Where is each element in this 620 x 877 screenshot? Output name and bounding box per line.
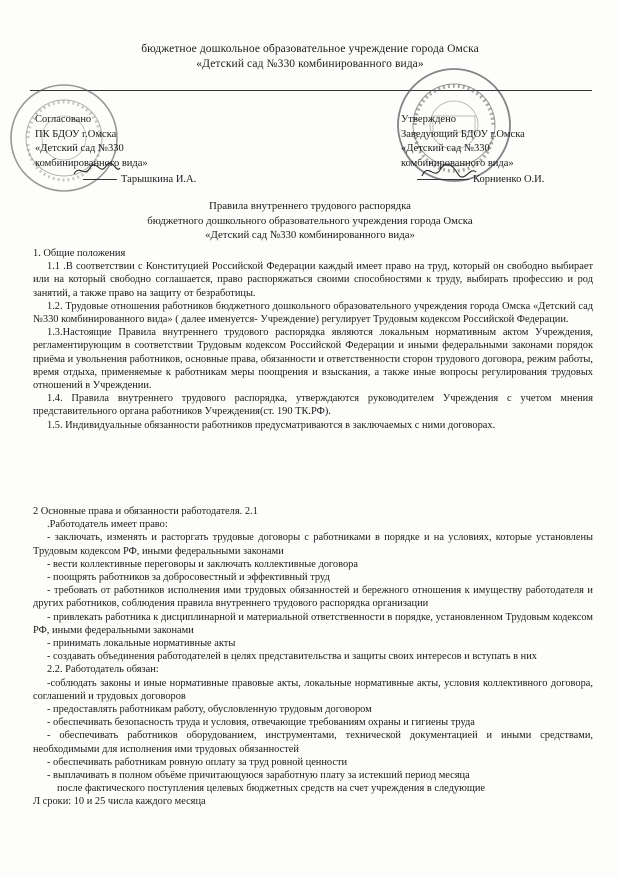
paragraph-1-5: 1.5. Индивидуальные обязанности работников предусматриваются в заключаемых с ними договорах. <box>47 419 496 431</box>
employer-right-7: - создавать объединения работодателей в целях представительства и защиты своих интересов и вступать в них <box>47 651 537 663</box>
doc-title-line1: Правила внутреннего трудового распорядка <box>209 200 411 212</box>
section-2-heading: 2 Основные права и обязанности работодателя. 2.1 <box>33 506 258 517</box>
employer-right-5: - привлекать работника к дисциплинарной и материальной ответственности в порядке, установленном Трудовым кодексом РФ, иными федеральными законами <box>33 611 593 636</box>
right-sign-approved-label: Утверждено <box>401 114 456 125</box>
employer-duties-heading: 2.2. Работодатель обязан: <box>47 664 159 676</box>
left-sign-person: Тарышкина И.А. <box>121 174 197 185</box>
section-2 <box>33 505 593 809</box>
right-sign-org2: комбинированного вида» <box>401 157 514 169</box>
right-sign-position: Заведующий БДОУ г.Омска <box>401 128 525 140</box>
right-handwritten-signature-icon <box>418 160 478 182</box>
employer-right-1: - заключать, изменять и расторгать трудовые договоры с работниками в порядке и на условиях, которые установлены Трудовым кодексом РФ, иными федеральными законами <box>33 532 593 557</box>
employer-right-6: - принимать локальные нормативные акты <box>47 638 236 650</box>
right-sign-person: Корниенко О.И. <box>473 174 545 185</box>
employer-duty-6-cont: после фактического поступления целевых бюджетных средств на счет учреждения в следующие <box>57 783 486 795</box>
paragraph-1-2: 1.2. Трудовые отношения работников бюджетного дошкольного образовательного учреждения города Омска «Детский сад №330 комбинированного вида» ( далее именуется- Учреждение) регулирует Трудовым кодексом Российской Федерации. <box>33 300 593 326</box>
employer-right-3: - поощрять работников за добросовестный и эффективный труд <box>47 572 330 584</box>
employer-duty-2: - предоставлять работникам работу, обусловленную трудовым договором <box>47 704 372 716</box>
employer-right-4: - требовать от работников исполнения ими трудовых обязанностей и бережного отношения к имуществу работодателя и других работников, соблюдения правила внутреннего трудового распорядка организации <box>33 585 593 610</box>
employer-duty-5: - обеспечивать работникам ровную оплату за труд ровной ценности <box>47 756 348 768</box>
left-sign-org3: комбинированного вида» <box>35 157 148 169</box>
section-1 <box>33 247 593 432</box>
org-name-line1: бюджетное дошкольное образовательное учреждение города Омска <box>141 43 479 55</box>
left-sign-org2: «Детский сад №330 <box>35 143 124 154</box>
paragraph-1-3: 1.3.Настоящие Правила внутреннего трудового распорядка являются локальным нормативным актом Учреждения, регламентирующим в соответствии Трудовым кодексом Российской Федерации и иными федеральными законами порядок приёма и увольнения работников, основные права, обязанности и ответственности сторон трудового договора, режим работы, время отдыха, применяемые к работникам меры поощрения и взыскания, а также иные вопросы регулирования трудовых отношений в Учреждении. <box>33 327 593 392</box>
employer-duty-6-terms: Л сроки: 10 и 25 числа каждого месяца <box>33 796 206 808</box>
org-name-line2: «Детский сад №330 комбинированного вида» <box>196 58 424 70</box>
employer-duty-6: - выплачивать в полном объёме причитающуюся заработную плату за истекший период месяца <box>47 770 470 782</box>
right-sign-org: «Детский сад №330 <box>401 143 490 154</box>
left-handwritten-signature-icon <box>72 160 122 180</box>
paragraph-1-4: 1.4. Правила внутреннего трудового распорядка, утверждаются руководителем Учреждения с учетом мнения представительного органа работников Учреждения(ст. 190 ТК.РФ). <box>33 393 593 418</box>
paragraph-1-1: 1.1 .В соответствии с Конституцией Российской Федерации каждый имеет право на труд, который он свободно выбирает или на который свободно соглашается, право распоряжаться своими способностями к труду, выбирать профессию и род занятий, а также право на защиту от безработицы. <box>33 261 593 299</box>
employer-right-2: - вести коллективные переговоры и заключать коллективные договора <box>47 558 358 570</box>
employer-rights-heading: .Работодатель имеет право: <box>47 519 168 531</box>
employer-duty-4: - обеспечивать работников оборудованием, инструментами, технической документацией и иными средствами, необходимыми для исполнения ими трудовых обязанностей <box>33 730 593 755</box>
employer-duty-1: -соблюдать законы и иные нормативные правовые акты, локальные нормативные акты, условия коллективного договора, соглашений и трудовых договоров <box>33 677 593 702</box>
left-sign-org: ПК БДОУ г.Омска <box>35 128 117 140</box>
doc-title-line3: «Детский сад №330 комбинированного вида» <box>205 229 415 241</box>
section-1-heading: 1. Общие положения <box>33 248 126 259</box>
employer-duty-3: - обеспечивать безопасность труда и условия, отвечающие требованиям охраны и гигиены труда <box>47 717 475 729</box>
doc-title-line2: бюджетного дошкольного образовательного учреждения города Омска <box>147 215 473 227</box>
left-sign-approved-label: Согласовано <box>35 114 92 125</box>
